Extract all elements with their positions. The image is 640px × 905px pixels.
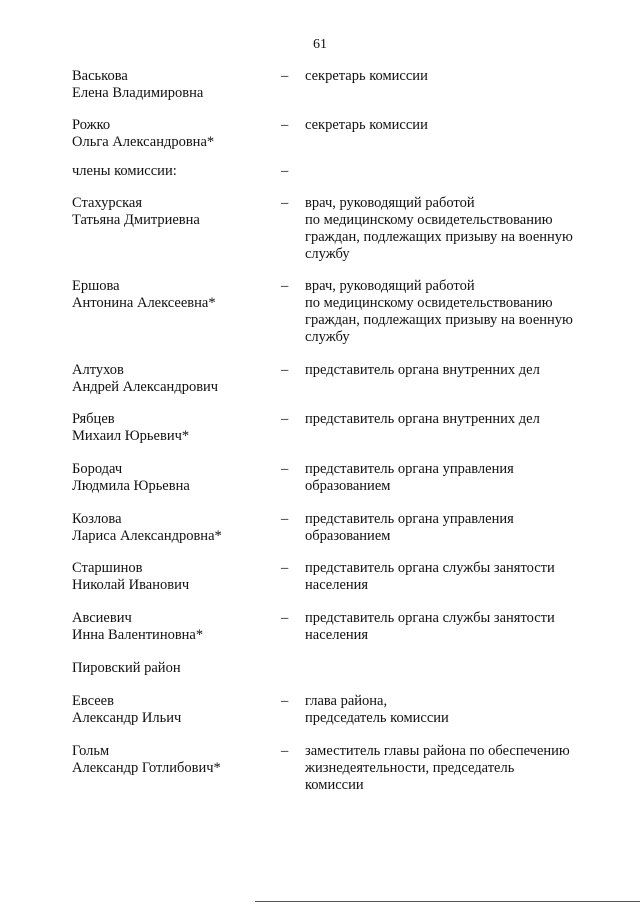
role-line: заместитель главы района по обеспечению [305,743,570,759]
member-surname: Стахурская [72,195,142,211]
dash-separator: – [281,743,289,759]
member-surname: Авсиевич [72,610,132,626]
dash-separator: – [281,163,289,179]
page-number: 61 [313,37,327,52]
role-line: представитель органа службы занятости [305,560,555,576]
role-line: представитель органа внутренних дел [305,411,540,427]
member-given-names: Людмила Юрьевна [72,478,190,494]
member-surname: Алтухов [72,362,124,378]
member-role [305,743,605,794]
member-role [305,461,605,495]
role-line: врач, руководящий работой [305,278,475,294]
member-given-names: Татьяна Дмитриевна [72,212,200,228]
member-surname: Старшинов [72,560,143,576]
member-name [72,68,272,102]
role-line: глава района, [305,693,388,709]
member-name [72,117,272,151]
member-name [72,362,272,396]
dash-separator: – [281,461,289,477]
dash-separator: – [281,195,289,211]
member-role [305,511,605,545]
role-line: службу [305,246,350,262]
member-given-names: Александр Ильич [72,710,182,726]
member-given-names: Елена Владимировна [72,85,204,101]
dash-separator: – [281,362,289,378]
role-line: образованием [305,478,391,494]
member-name [72,560,272,594]
member-name [72,278,272,312]
member-given-names: Александр Готлибович* [72,760,221,776]
dash-separator: – [281,117,289,133]
role-line: населения [305,577,369,593]
member-given-names: Лариса Александровна* [72,528,222,544]
member-role [305,278,605,346]
member-role [305,411,605,428]
member-name [72,743,272,777]
dash-separator: – [281,560,289,576]
member-surname: Евсеев [72,693,114,709]
role-line: представитель органа управления [305,461,514,477]
member-given-names: Михаил Юрьевич* [72,428,190,444]
member-given-names: Инна Валентиновна* [72,627,204,643]
role-line: службу [305,329,350,345]
dash-separator: – [281,411,289,427]
member-surname: Гольм [72,743,110,759]
bottom-divider [255,901,640,902]
member-name [72,461,272,495]
role-line: врач, руководящий работой [305,195,475,211]
member-role [305,693,605,727]
commission-members-label: члены комиссии: [72,163,177,179]
role-line: жизнедеятельности, председатель [305,760,515,776]
role-line: комиссии [305,777,364,793]
role-line: граждан, подлежащих призыву на военную [305,229,573,245]
member-role [305,362,605,379]
role-line: председатель комиссии [305,710,449,726]
member-surname: Васькова [72,68,128,84]
member-name [72,511,272,545]
member-name [72,411,272,445]
member-surname: Ершова [72,278,120,294]
member-given-names: Николай Иванович [72,577,190,593]
dash-separator: – [281,278,289,294]
dash-separator: – [281,693,289,709]
dash-separator: – [281,610,289,626]
role-line: представитель органа службы занятости [305,610,555,626]
member-given-names: Андрей Александрович [72,379,219,395]
dash-separator: – [281,511,289,527]
member-role [305,117,605,134]
member-role [305,68,605,85]
member-role [305,195,605,263]
member-name [72,195,272,229]
dash-separator: – [281,68,289,84]
role-line: представитель органа внутренних дел [305,362,540,378]
role-line: представитель органа управления [305,511,514,527]
member-given-names: Антонина Алексеевна* [72,295,216,311]
member-surname: Бородач [72,461,123,477]
role-line: секретарь комиссии [305,68,428,84]
member-surname: Рожко [72,117,111,133]
member-surname: Рябцев [72,411,115,427]
member-role [305,560,605,594]
role-line: секретарь комиссии [305,117,428,133]
district-heading: Пировский район [72,660,181,676]
role-line: по медицинскому освидетельствованию [305,212,553,228]
member-surname: Козлова [72,511,122,527]
role-line: образованием [305,528,391,544]
member-given-names: Ольга Александровна* [72,134,215,150]
role-line: по медицинскому освидетельствованию [305,295,553,311]
role-line: граждан, подлежащих призыву на военную [305,312,573,328]
member-name [72,610,272,644]
member-role [305,610,605,644]
role-line: населения [305,627,369,643]
member-name [72,693,272,727]
